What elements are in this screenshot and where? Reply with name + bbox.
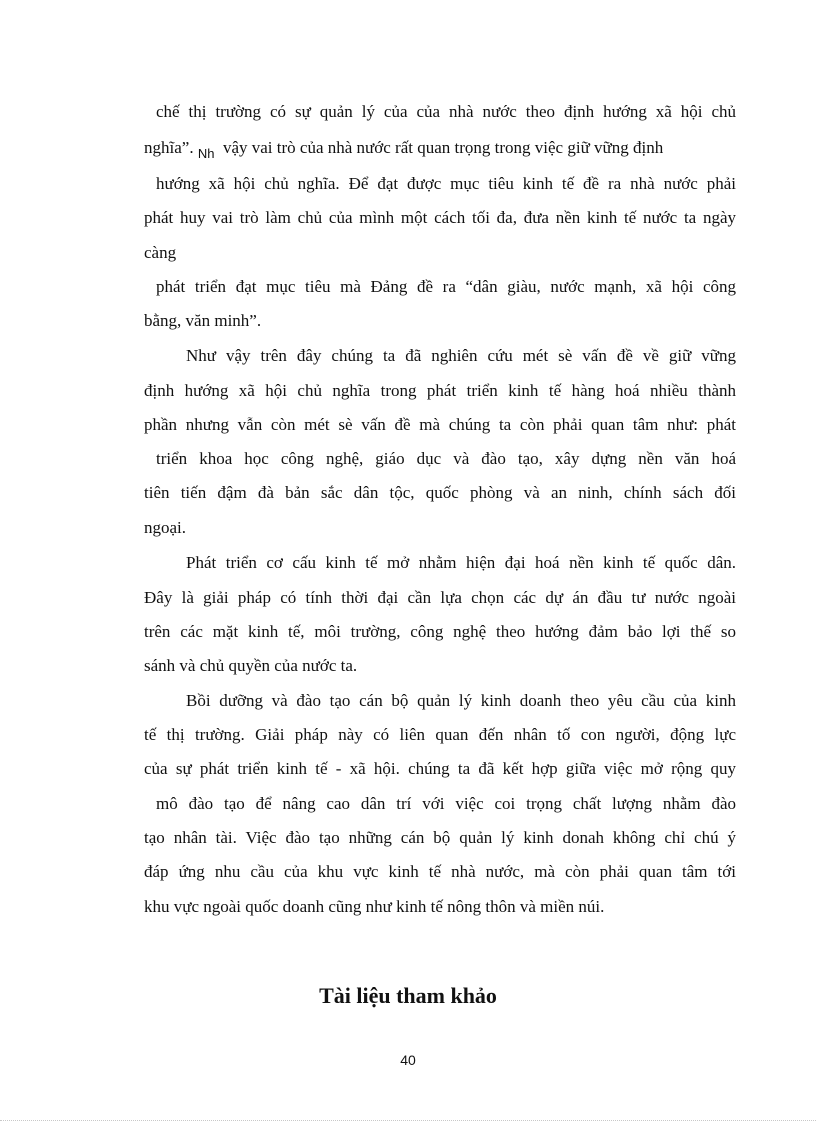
section-heading: Tài liệu tham khảo [319,983,497,1008]
paragraph-line: tiên tiến đậm đà bản sắc dân tộc, quốc phòng và an ninh, chính sách đối [144,483,736,502]
paragraph-line: tạo nhân tài. Việc đào tạo những cán bộ quản lý kinh donah không chỉ chú ý [144,828,736,847]
paragraph-line: chế thị trường có sự quản lý của của nhà nước theo định hướng xã hội chủ [156,102,736,121]
stray-fragment: Nh [197,146,215,161]
paragraph-line: bằng, văn minh”. [144,311,262,330]
page-number: 40 [400,1052,416,1068]
paragraph-line: càng [144,243,177,262]
line-segment: vậy vai trò của nhà nước rất quan trọng trong việc giữ vững định [214,138,664,157]
paragraph-line: Bồi dưỡng và đào tạo cán bộ quản lý kinh doanh theo yêu cầu của kinh [186,691,736,710]
paragraph-line: đáp ứng nhu cầu của khu vực kinh tế nhà nước, mà còn phải quan tâm tới [144,862,736,881]
paragraph-line: phần nhưng vẫn còn mét sè vấn đề mà chúng ta còn phải quan tâm như: phát [144,415,736,434]
paragraph-line: mô đào tạo để nâng cao dân trí với việc coi trọng chất lượng nhằm đào [156,794,736,813]
paragraph-line: trên các mặt kinh tế, môi trường, công nghệ theo hướng đảm bảo lợi thế so [144,622,736,641]
paragraph-line: Đây là giải pháp có tính thời đại cần lựa chọn các dự án đầu tư nước ngoài [144,588,736,607]
paragraph-line [144,137,736,160]
paragraph-line: ngoại. [144,518,187,537]
paragraph-line: sánh và chủ quyền của nước ta. [144,656,358,675]
paragraph-line: phát huy vai trò làm chủ của mình một cách tối đa, đưa nền kinh tế nước ta ngày [144,208,736,227]
line-segment: nghĩa”. [144,138,198,157]
paragraph-line: của sự phát triển kinh tế - xã hội. chúng ta đã kết hợp giữa việc mở rộng quy [144,759,736,778]
paragraph-line: phát triển đạt mục tiêu mà Đảng đề ra “dân giàu, nước mạnh, xã hội công [156,277,736,296]
paragraph-line: khu vực ngoài quốc doanh cũng như kinh tế nông thôn và miền núi. [144,897,605,916]
paragraph-line: triển khoa học công nghệ, giáo dục và đào tạo, xây dựng nền văn hoá [156,449,736,468]
paragraph-line: Như vậy trên đây chúng ta đã nghiên cứu mét sè vấn đề về giữ vững [186,346,736,365]
page-bottom-divider [0,1120,816,1121]
paragraph-line: định hướng xã hội chủ nghĩa trong phát triển kinh tế hàng hoá nhiều thành [144,381,736,400]
paragraph-line: Phát triển cơ cấu kinh tế mở nhằm hiện đại hoá nền kinh tế quốc dân. [186,553,736,572]
paragraph-line: hướng xã hội chủ nghĩa. Để đạt được mục tiêu kinh tế đề ra nhà nước phải [156,174,736,193]
paragraph-line: tế thị trường. Giải pháp này có liên quan đến nhân tố con người, động lực [144,725,736,744]
